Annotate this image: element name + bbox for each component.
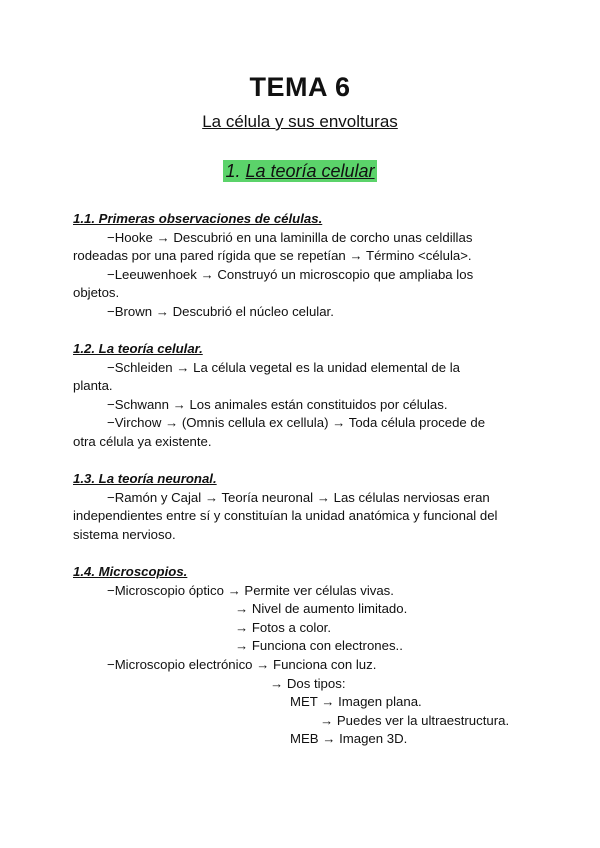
text-line: −Microscopio electrónico → Funciona con luz.: [107, 657, 377, 672]
text-line: → Funciona con electrones..: [235, 638, 403, 653]
text-line: → Nivel de aumento limitado.: [235, 601, 408, 616]
text-line: −Schwann → Los animales están constituidos por células.: [107, 397, 448, 412]
text-line: MET → Imagen plana.: [290, 694, 422, 709]
page-subtitle: La célula y sus envolturas: [202, 112, 398, 131]
section-heading: 1.4. Microscopios.: [73, 564, 188, 579]
text-line: −Hooke → Descubrió en una laminilla de corcho unas celdillas: [107, 230, 473, 245]
text-line: → Puedes ver la ultraestructura.: [320, 713, 510, 728]
text-line: objetos.: [73, 285, 120, 300]
chapter-highlight: [223, 160, 376, 182]
text-line: rodeadas por una pared rígida que se repetían → Término <célula>.: [73, 248, 472, 263]
text-line: otra célula ya existente.: [73, 434, 212, 449]
text-line: −Virchow → (Omnis cellula ex cellula) → Toda célula procede de: [107, 415, 486, 430]
text-line: independientes entre sí y constituían la unidad anatómica y funcional del: [73, 508, 498, 523]
text-line: −Brown → Descubrió el núcleo celular.: [107, 304, 334, 319]
text-line: −Microscopio óptico → Permite ver células vivas.: [107, 583, 394, 598]
text-line: −Leeuwenhoek → Construyó un microscopio que ampliaba los: [107, 267, 474, 282]
text-line: → Dos tipos:: [270, 676, 346, 691]
chapter-title: La teoría celular: [245, 161, 375, 181]
section-heading: 1.2. La teoría celular.: [73, 341, 203, 356]
chapter-heading: [0, 161, 600, 182]
section-heading: 1.3. La teoría neuronal.: [73, 471, 217, 486]
text-line: −Ramón y Cajal → Teoría neuronal → Las células nerviosas eran: [107, 490, 490, 505]
text-line: MEB → Imagen 3D.: [290, 731, 408, 746]
text-line: sistema nervioso.: [73, 527, 176, 542]
chapter-number: 1.: [225, 161, 241, 181]
text-line: −Schleiden → La célula vegetal es la unidad elemental de la: [107, 360, 461, 375]
text-line: planta.: [73, 378, 113, 393]
text-line: → Fotos a color.: [235, 620, 332, 635]
page-title: TEMA 6: [249, 72, 351, 102]
section-heading: 1.1. Primeras observaciones de células.: [73, 211, 323, 226]
